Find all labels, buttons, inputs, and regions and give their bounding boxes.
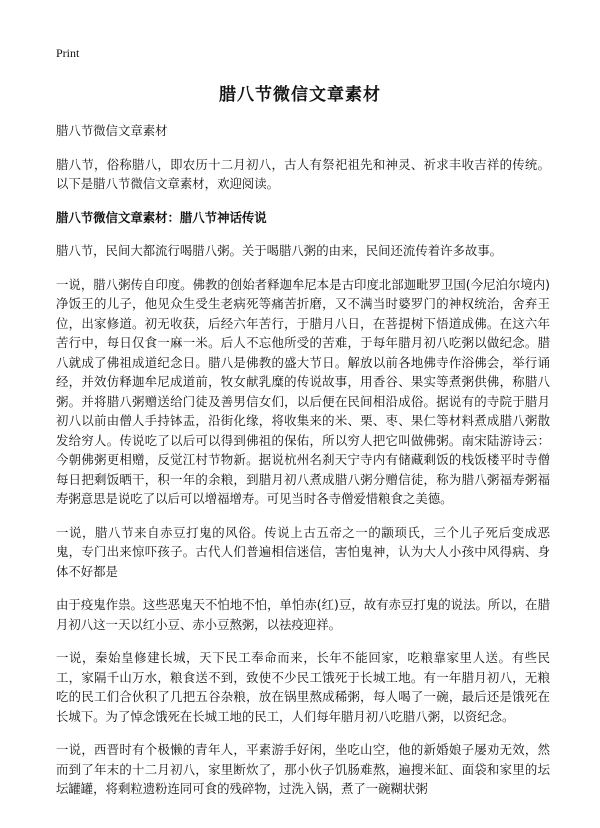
section-heading: 腊八节微信文章素材：腊八节神话传说 (56, 209, 267, 225)
paragraph-6: 一说，西晋时有个极懒的青年人，平素游手好闲，坐吃山空，他的新婚娘子屡劝无效，然而到了年末的十二月初八，家里断炊了，那小伙子饥肠难熬，遍搜米缸、面袋和家里的坛坛罐罐，将剩粒遗粉连同可食的残碎物，过洗入锅，煮了一碗糊状粥 (56, 742, 550, 796)
paragraph-intro: 腊八节，俗称腊八，即农历十二月初八，古人有祭祀祖先和神灵、祈求丰收吉祥的传统。以下是腊八节微信文章素材，欢迎阅读。 (56, 156, 550, 191)
article-body (56, 121, 550, 813)
print-link[interactable]: Print (56, 46, 80, 60)
paragraph-4: 由于疫鬼作祟。这些恶鬼天不怕地不怕，单怕赤(红)豆，故有赤豆打鬼的说法。所以，在腊月初八这一天以红小豆、赤小豆熬粥，以祛疫迎祥。 (56, 597, 550, 632)
paragraph-5: 一说，秦始皇修建长城，天下民工奉命而来，长年不能回家，吃粮靠家里人送。有些民工，家隔千山万水，粮食送不到，致使不少民工饿死于长城工地。有一年腊月初八，无粮吃的民工们合伙积了几把五谷杂粮，放在锅里熬成稀粥，每人喝了一碗，最后还是饿死在长城下。为了悼念饿死在长城工地的民工，人们每年腊月初八吃腊八粥，以资纪念。 (56, 650, 550, 724)
paragraph-3: 一说，腊八节来自赤豆打鬼的风俗。传说上古五帝之一的颛顼氏，三个儿子死后变成恶鬼，专门出来惊吓孩子。古代人们普遍相信迷信，害怕鬼神，认为大人小孩中风得病、身体不好都是 (56, 524, 550, 579)
paragraph-1: 腊八节，民间大都流行喝腊八粥。关于喝腊八粥的由来，民间还流传着许多故事。 (56, 243, 503, 258)
article-subtitle: 腊八节微信文章素材 (56, 123, 168, 138)
paragraph-2: 一说，腊八粥传自印度。佛教的创始者释迦牟尼本是古印度北部迦毗罗卫国(今尼泊尔境内)净饭王的儿子，他见众生受生老病死等痛苦折磨，又不满当时婆罗门的神权统治，舍弃王位，出家修道。初无收获，后经六年苦行，于腊月八日，在菩提树下悟道成佛。在这六年苦行中，每日仅食一麻一米。后人不忘他所受的苦难，于每年腊月初八吃粥以做纪念。腊八就成了佛祖成道纪念日。腊八是佛教的盛大节日。解放以前各地佛寺作浴佛会，举行诵经，并效仿释迦牟尼成道前，牧女献乳糜的传说故事，用香谷、果实等煮粥供佛，称腊八粥。并将腊八粥赠送给门徒及善男信女们，以后便在民间相沿成俗。据说有的寺院于腊月初八以前由僧人手持钵盂，沿街化缘，将收集来的米、栗、枣、果仁等材料煮成腊八粥散发给穷人。传说吃了以后可以得到佛祖的保佑，所以穷人把它叫做佛粥。南宋陆游诗云：今朝佛粥更相赠，反觉江村节物新。据说杭州名刹天宁寺内有储藏剩饭的栈饭楼平时寺僧每日把剩饭晒干，积一年的余粮，到腊月初八煮成腊八粥分赠信徒，称为腊八粥福寿粥福寿粥意思是说吃了以后可以增福增寿。可见当时各寺僧爱惜粮食之美德。 (56, 276, 550, 506)
page-title: 腊八节微信文章素材 (219, 85, 381, 105)
